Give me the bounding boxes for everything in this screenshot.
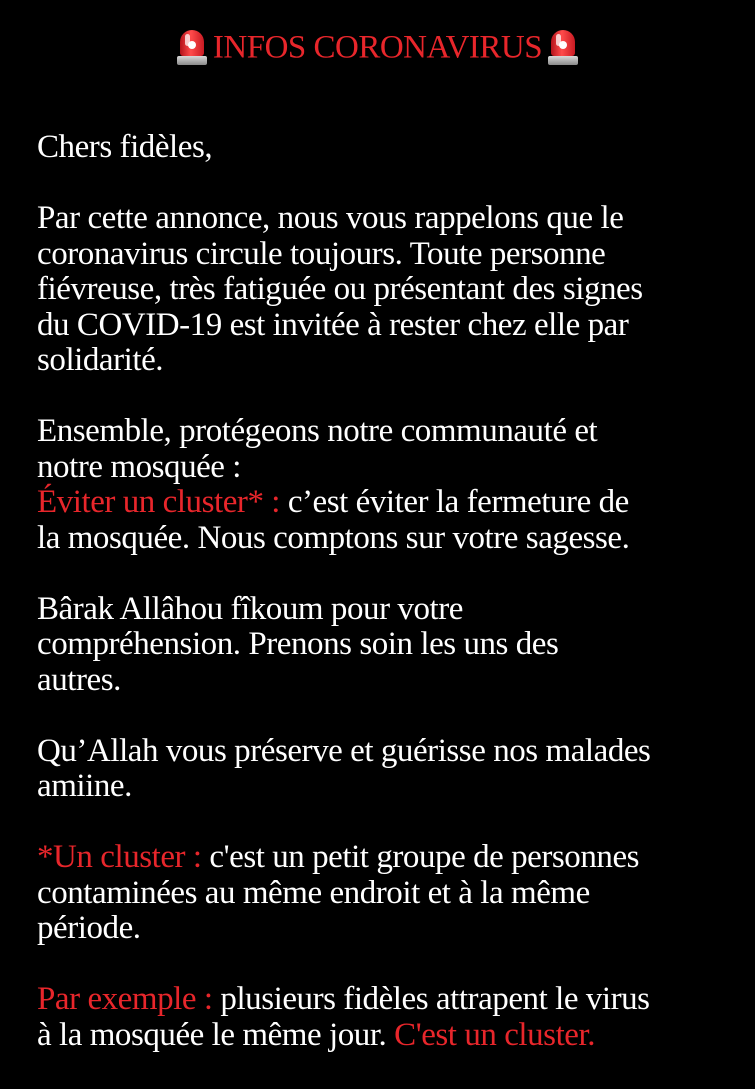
prayer-line: Qu’Allah vous préserve et guérisse nos malades — [37, 732, 651, 769]
prayer-line: amiine. — [37, 768, 132, 804]
reminder-line: coronavirus circule toujours. Toute personne — [37, 235, 606, 272]
greeting: Chers fidèles, — [37, 129, 213, 165]
thanks-paragraph — [37, 592, 749, 699]
cluster-highlight: Éviter un cluster* : — [37, 484, 281, 520]
reminder-line: fiévreuse, très fatiguée ou présentant des signes — [37, 271, 643, 307]
protect-line: la mosquée. Nous comptons sur votre sagesse. — [37, 519, 630, 556]
example-line-rest: plusieurs fidèles attrapent le virus — [212, 981, 650, 1017]
page-title: INFOS CORONAVIRUS — [212, 29, 543, 66]
protect-line — [37, 485, 749, 521]
definition-paragraph — [37, 840, 749, 947]
example-line — [37, 1018, 749, 1054]
example-line-start: à la mosquée le même jour. — [37, 1016, 395, 1053]
definition-line: période. — [37, 910, 141, 946]
protect-line: Ensemble, protégeons notre communauté et — [37, 413, 598, 449]
thanks-line: autres. — [37, 661, 121, 698]
example-conclusion: C'est un cluster. — [394, 1016, 596, 1053]
reminder-paragraph — [37, 201, 749, 379]
protect-paragraph — [37, 414, 749, 556]
definition-term: *Un cluster : — [37, 839, 202, 875]
example-term: Par exemple : — [37, 981, 213, 1017]
definition-line-rest: c'est un petit groupe de personnes — [201, 839, 640, 875]
reminder-line: solidarité. — [37, 342, 164, 378]
protect-line: notre mosquée : — [37, 448, 242, 485]
thanks-line: Bârak Allâhou fîkoum pour votre — [37, 590, 463, 627]
example-paragraph — [37, 982, 749, 1053]
definition-line — [37, 840, 749, 876]
reminder-line: Par cette annonce, nous vous rappelons que le — [37, 200, 624, 236]
header — [0, 22, 755, 70]
police-siren-icon — [177, 28, 207, 66]
example-line — [37, 982, 749, 1018]
reminder-line: du COVID-19 est invitée à rester chez elle par — [37, 306, 629, 343]
police-siren-icon — [548, 28, 578, 66]
greeting-paragraph — [37, 130, 749, 166]
thanks-line: compréhension. Prenons soin les uns des — [37, 626, 559, 662]
protect-line-rest: c’est éviter la fermeture de — [280, 484, 629, 520]
definition-line: contaminées au même endroit et à la même — [37, 874, 590, 911]
prayer-paragraph — [37, 734, 749, 805]
announcement-body — [37, 130, 749, 1089]
